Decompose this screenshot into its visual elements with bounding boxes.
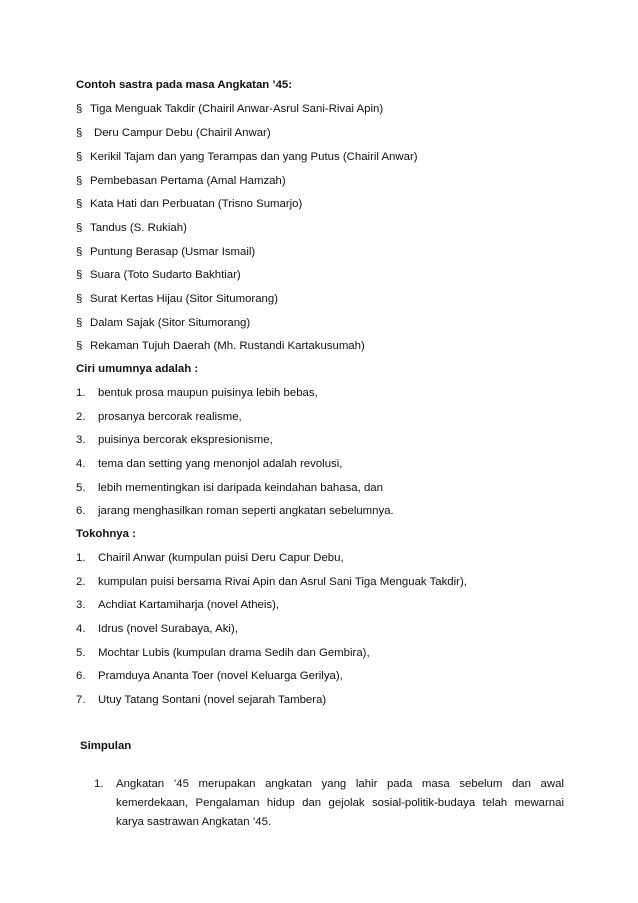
list-item-text: Tiga Menguak Takdir (Chairil Anwar-Asrul Sani-Rivai Apin) bbox=[90, 103, 384, 115]
list-item bbox=[76, 339, 365, 353]
list-item bbox=[76, 410, 242, 424]
list-item bbox=[76, 150, 418, 164]
list-item bbox=[76, 598, 279, 612]
list-item-text: Chairil Anwar (kumpulan puisi Deru Capur Debu, bbox=[98, 552, 344, 564]
list-number: 3. bbox=[76, 599, 86, 611]
list-item-text: Mochtar Lubis (kumpulan drama Sedih dan Gembira), bbox=[98, 647, 370, 659]
list-number: 3. bbox=[76, 434, 86, 446]
list-item bbox=[76, 386, 318, 400]
section-bullet: § bbox=[76, 317, 83, 329]
section-bullet: § bbox=[76, 340, 83, 352]
section-bullet: § bbox=[76, 269, 83, 281]
conclusion-text: Angkatan ’45 merupakan angkatan yang lahir pada masa sebelum dan awal kemerdekaan, Pengalaman hidup dan gejolak sosial-politik-budaya telah mewarnai karya sastrawan Angkatan ’45. bbox=[116, 778, 564, 828]
heading-examples: Contoh sastra pada masa Angkatan ’45: bbox=[76, 79, 293, 91]
list-item bbox=[76, 268, 241, 282]
list-item bbox=[76, 622, 238, 636]
list-item-text: bentuk prosa maupun puisinya lebih bebas, bbox=[98, 387, 318, 399]
list-item-text: Kerikil Tajam dan yang Terampas dan yang Putus (Chairil Anwar) bbox=[90, 151, 418, 163]
list-item-text: kumpulan puisi bersama Rivai Apin dan Asrul Sani Tiga Menguak Takdir), bbox=[98, 576, 467, 588]
list-item-text: Pramduya Ananta Toer (novel Keluarga Gerilya), bbox=[98, 670, 343, 682]
list-item-text: Achdiat Kartamiharja (novel Atheis), bbox=[98, 599, 280, 611]
list-number: 1. bbox=[76, 387, 86, 399]
section-bullet: § bbox=[76, 246, 83, 258]
section-bullet: § bbox=[76, 127, 83, 139]
list-item-text: Surat Kertas Hijau (Sitor Situmorang) bbox=[90, 293, 279, 305]
list-item-text: Kata Hati dan Perbuatan (Trisno Sumarjo) bbox=[90, 198, 303, 210]
heading-figures: Tokohnya : bbox=[76, 528, 136, 540]
list-item bbox=[76, 221, 187, 235]
list-number: 4. bbox=[76, 623, 86, 635]
list-number: 7. bbox=[76, 694, 86, 706]
list-item bbox=[76, 245, 255, 259]
list-item bbox=[76, 646, 370, 660]
list-number: 4. bbox=[76, 458, 86, 470]
list-item bbox=[76, 457, 342, 471]
list-item-text: puisinya bercorak ekspresionisme, bbox=[98, 434, 273, 446]
list-item-text: lebih mementingkan isi daripada keindahan bahasa, dan bbox=[98, 482, 383, 494]
list-item bbox=[76, 433, 273, 447]
list-item-text: Utuy Tatang Sontani (novel sejarah Tambera) bbox=[98, 694, 327, 706]
list-number: 2. bbox=[76, 576, 86, 588]
list-item bbox=[76, 292, 278, 306]
section-bullet: § bbox=[76, 198, 83, 210]
list-item-text: prosanya bercorak realisme, bbox=[98, 411, 242, 423]
list-number: 5. bbox=[76, 482, 86, 494]
list-number: 1. bbox=[94, 778, 104, 790]
list-number: 6. bbox=[76, 505, 86, 517]
list-item-text: Deru Campur Debu (Chairil Anwar) bbox=[94, 127, 271, 139]
heading-conclusion: Simpulan bbox=[80, 740, 132, 752]
section-bullet: § bbox=[76, 151, 83, 163]
list-item-text: jarang menghasilkan roman seperti angkatan sebelumnya. bbox=[98, 505, 394, 517]
list-item-text: Puntung Berasap (Usmar Ismail) bbox=[90, 246, 256, 258]
list-item-text: Pembebasan Pertama (Amal Hamzah) bbox=[90, 175, 286, 187]
list-item-text: Dalam Sajak (Sitor Situmorang) bbox=[90, 317, 251, 329]
list-item-text: Rekaman Tujuh Daerah (Mh. Rustandi Kartakusumah) bbox=[90, 340, 365, 352]
list-item-text: tema dan setting yang menonjol adalah revolusi, bbox=[98, 458, 343, 470]
list-item bbox=[76, 197, 302, 211]
heading-characteristics: Ciri umumnya adalah : bbox=[76, 363, 199, 375]
list-number: 2. bbox=[76, 411, 86, 423]
list-item-text: Tandus (S. Rukiah) bbox=[90, 222, 187, 234]
list-item bbox=[76, 174, 286, 188]
list-item-text: Idrus (novel Surabaya, Aki), bbox=[98, 623, 238, 635]
list-item bbox=[76, 551, 344, 565]
list-item bbox=[76, 693, 326, 707]
list-item bbox=[76, 102, 383, 116]
list-item bbox=[76, 126, 271, 140]
list-item bbox=[76, 504, 394, 518]
list-item bbox=[76, 669, 343, 683]
list-item-text: Suara (Toto Sudarto Bakhtiar) bbox=[90, 269, 241, 281]
section-bullet: § bbox=[76, 293, 83, 305]
list-item bbox=[76, 316, 250, 330]
list-number: 6. bbox=[76, 670, 86, 682]
list-number: 1. bbox=[76, 552, 86, 564]
section-bullet: § bbox=[76, 103, 83, 115]
conclusion-item bbox=[94, 775, 564, 832]
list-item bbox=[76, 481, 383, 495]
section-bullet: § bbox=[76, 222, 83, 234]
list-number: 5. bbox=[76, 647, 86, 659]
list-item bbox=[76, 575, 467, 589]
section-bullet: § bbox=[76, 175, 83, 187]
